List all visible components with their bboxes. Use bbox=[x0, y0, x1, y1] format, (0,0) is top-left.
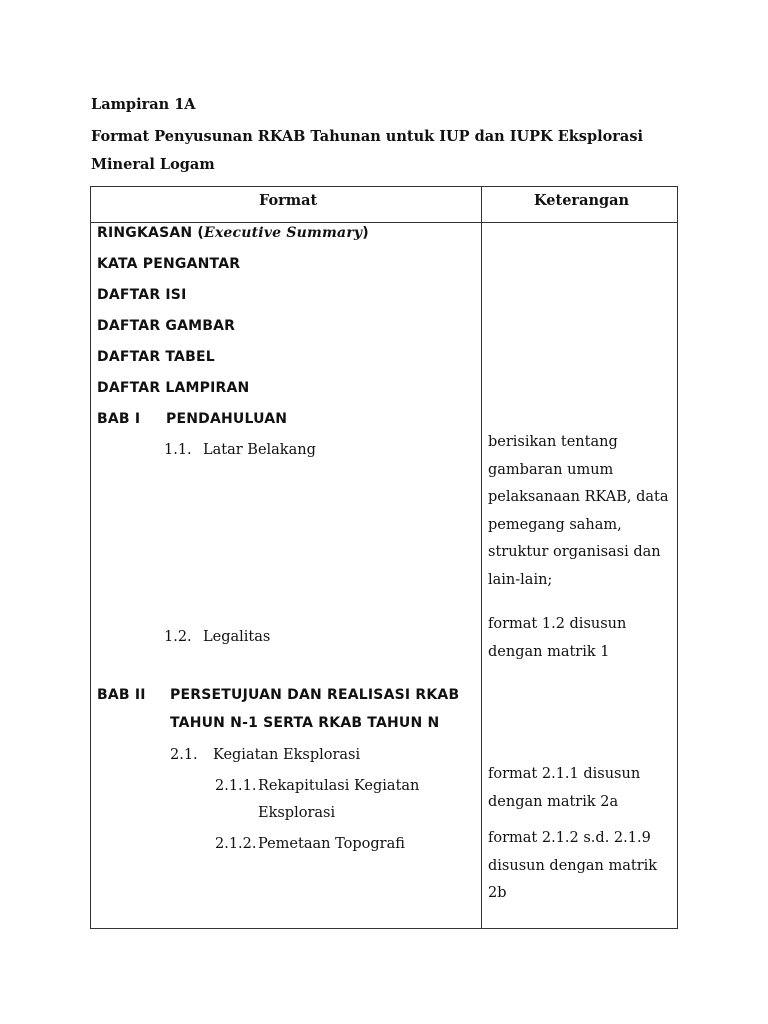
ringkasan-italic: Executive Summary bbox=[204, 225, 363, 241]
header-format: Format bbox=[259, 192, 318, 209]
bab2-title-line2: TAHUN N-1 SERTA RKAB TAHUN N bbox=[170, 715, 440, 731]
section-1-2-note: format 1.2 disusun dengan matrik 1 bbox=[488, 616, 627, 660]
header-keterangan: Keterangan bbox=[534, 192, 630, 209]
bab1-number: BAB I bbox=[97, 411, 141, 427]
document-title-line2: Mineral Logam bbox=[91, 156, 215, 173]
section-2-1-2-note: format 2.1.2 s.d. 2.1.9 disusun dengan matrik 2b bbox=[488, 830, 658, 901]
row-daftar-lampiran: DAFTAR LAMPIRAN bbox=[97, 380, 250, 396]
row-daftar-gambar: DAFTAR GAMBAR bbox=[97, 318, 236, 334]
row-daftar-tabel: DAFTAR TABEL bbox=[97, 349, 215, 365]
bab1-title: PENDAHULUAN bbox=[166, 411, 288, 427]
section-1-2-title: Legalitas bbox=[203, 629, 271, 645]
section-2-1-title: Kegiatan Eksplorasi bbox=[213, 747, 361, 763]
row-kata-pengantar: KATA PENGANTAR bbox=[97, 256, 241, 272]
section-1-1-number: 1.1. bbox=[164, 442, 192, 458]
section-1-2-number: 1.2. bbox=[164, 629, 192, 645]
header-divider bbox=[91, 222, 677, 223]
format-table bbox=[90, 186, 678, 929]
row-daftar-isi: DAFTAR ISI bbox=[97, 287, 187, 303]
section-1-1-title: Latar Belakang bbox=[203, 442, 316, 458]
row-ringkasan bbox=[97, 225, 369, 241]
section-2-1-1-note: format 2.1.1 disusun dengan matrik 2a bbox=[488, 766, 641, 810]
ringkasan-label: RINGKASAN ( bbox=[97, 225, 204, 241]
ringkasan-close: ) bbox=[362, 225, 369, 241]
attachment-label: Lampiran 1A bbox=[91, 96, 196, 113]
section-2-1-1-number: 2.1.1. bbox=[215, 778, 257, 794]
bab2-title-line1: PERSETUJUAN DAN REALISASI RKAB bbox=[170, 687, 460, 703]
column-divider bbox=[481, 187, 482, 928]
section-2-1-1-title-line1: Rekapitulasi Kegiatan bbox=[258, 778, 420, 794]
section-2-1-1-title-line2: Eksplorasi bbox=[258, 805, 336, 821]
section-2-1-2-number: 2.1.2. bbox=[215, 836, 257, 852]
section-2-1-number: 2.1. bbox=[170, 747, 198, 763]
bab2-number: BAB II bbox=[97, 687, 146, 703]
document-title-line1: Format Penyusunan RKAB Tahunan untuk IUP dan IUPK Eksplorasi bbox=[91, 128, 643, 145]
section-2-1-2-title: Pemetaan Topografi bbox=[258, 836, 405, 852]
section-1-1-note: berisikan tentang gambaran umum pelaksanaan RKAB, data pemegang saham, struktur organisasi dan lain-lain; bbox=[488, 434, 669, 588]
